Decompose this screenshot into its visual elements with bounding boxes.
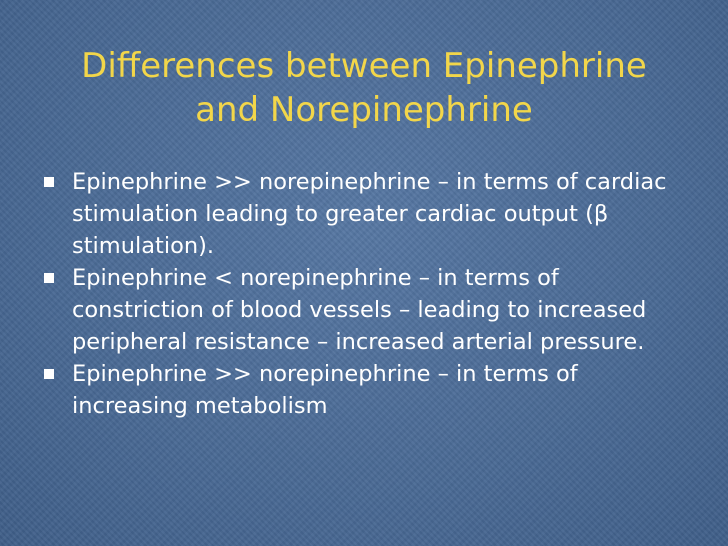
bullet-item-3 bbox=[40, 358, 680, 422]
slide-title-line-1: Differences between Epinephrine bbox=[81, 46, 647, 86]
square-bullet-icon bbox=[44, 369, 54, 379]
slide-title-line-2: and Norepinephrine bbox=[195, 90, 533, 130]
square-bullet-icon bbox=[44, 273, 54, 283]
square-bullet-icon bbox=[44, 177, 54, 187]
slide-title bbox=[40, 44, 688, 132]
bullet-text-3: Epinephrine >> norepinephrine – in terms of increasing metabolism bbox=[72, 361, 578, 419]
bullet-text-2: Epinephrine < norepinephrine – in terms of constriction of blood vessels – leading to increased peripheral resistance – increased arterial pressure. bbox=[72, 265, 647, 355]
bullet-text-1: Epinephrine >> norepinephrine – in terms of cardiac stimulation leading to greater cardiac output (β stimulation). bbox=[72, 169, 667, 259]
bullet-list bbox=[40, 166, 680, 422]
bullet-item-1 bbox=[40, 166, 680, 262]
bullet-item-2 bbox=[40, 262, 680, 358]
